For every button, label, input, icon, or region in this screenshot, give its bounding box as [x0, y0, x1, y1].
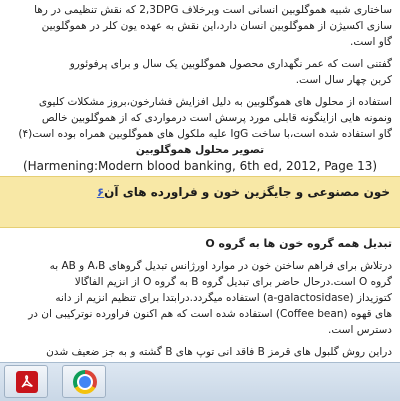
section-banner — [0, 176, 400, 228]
chrome-icon — [73, 370, 97, 394]
paragraph-line: دسترس است. — [328, 324, 392, 336]
paragraph-line: استفاده از محلول های هموگلوبین به دلیل افزایش فشارخون،بروز مشکلات کلیوی — [38, 96, 392, 108]
paragraph-line: گاو است. — [350, 36, 392, 48]
subsection-title: تبدیل همه گروه خون ها به گروه O — [205, 237, 392, 250]
paragraph-line: درتلاش برای فراهم ساختن خون در موارد اورژانس تبدیل گروهای A،B و AB به — [49, 260, 392, 272]
paragraph-line: سازی اکسیژن از هموگلوبین انسان دارد،این نقش به عهده یون کلر در هموگلوبین — [41, 20, 392, 32]
paragraph-line: گاو استفاده شده است،با ساخت IgG علیه ملکول های هموگلوبین همراه بوده است(۴) — [18, 128, 392, 140]
section-title — [8, 185, 390, 199]
paragraph-line: کتوزیداز (a-galactosidase) استفاده میگردد.درابتدا برای تنظیم انزیم از دانه — [55, 292, 392, 304]
taskbar — [0, 362, 400, 401]
figure-caption: تصویر محلول هموگلوبین — [135, 144, 265, 156]
pdf-icon — [16, 371, 38, 393]
paragraph-line: کربن چهار سال است. — [295, 74, 392, 86]
section-footnote-link[interactable]: ۶ — [96, 185, 105, 199]
taskbar-pdf-reader-button[interactable] — [4, 365, 48, 398]
taskbar-chrome-button[interactable] — [62, 365, 106, 398]
paragraph-line: دراین روش گلبول های قرمز B فاقد انی توپ های B گشته و به جز ضعیف شدن — [46, 346, 392, 358]
citation: (Harmening:Modern blood banking, 6th ed, 2012, Page 13) — [22, 159, 378, 173]
paragraph-line: گروه O است.درحال حاضر برای تبدیل گروه B به گروه O از انزیم الفاگالا — [74, 276, 392, 288]
paragraph-line: های قهوه (Coffee bean) استفاده شده است که هم اکنون فراورده نوترکیبی ان در — [28, 308, 392, 320]
paragraph-line: گفتنی است که عمر نگهداری محصول هموگلوبین یک سال و برای پرفوئورو — [69, 58, 392, 70]
section-title-text: خون مصنوعی و جایگزین خون و فراورده های آن — [104, 185, 390, 199]
paragraph-line: ساختاری شبیه هموگلوبین انسانی است وبرخلاف 2,3DPG که نقش تنظیمی در رها — [34, 4, 392, 16]
paragraph-line: ونمونه هایی ازاینگونه قابلی مورد پرسش است درمواردی که از هموگلوبین خالص — [41, 112, 392, 124]
